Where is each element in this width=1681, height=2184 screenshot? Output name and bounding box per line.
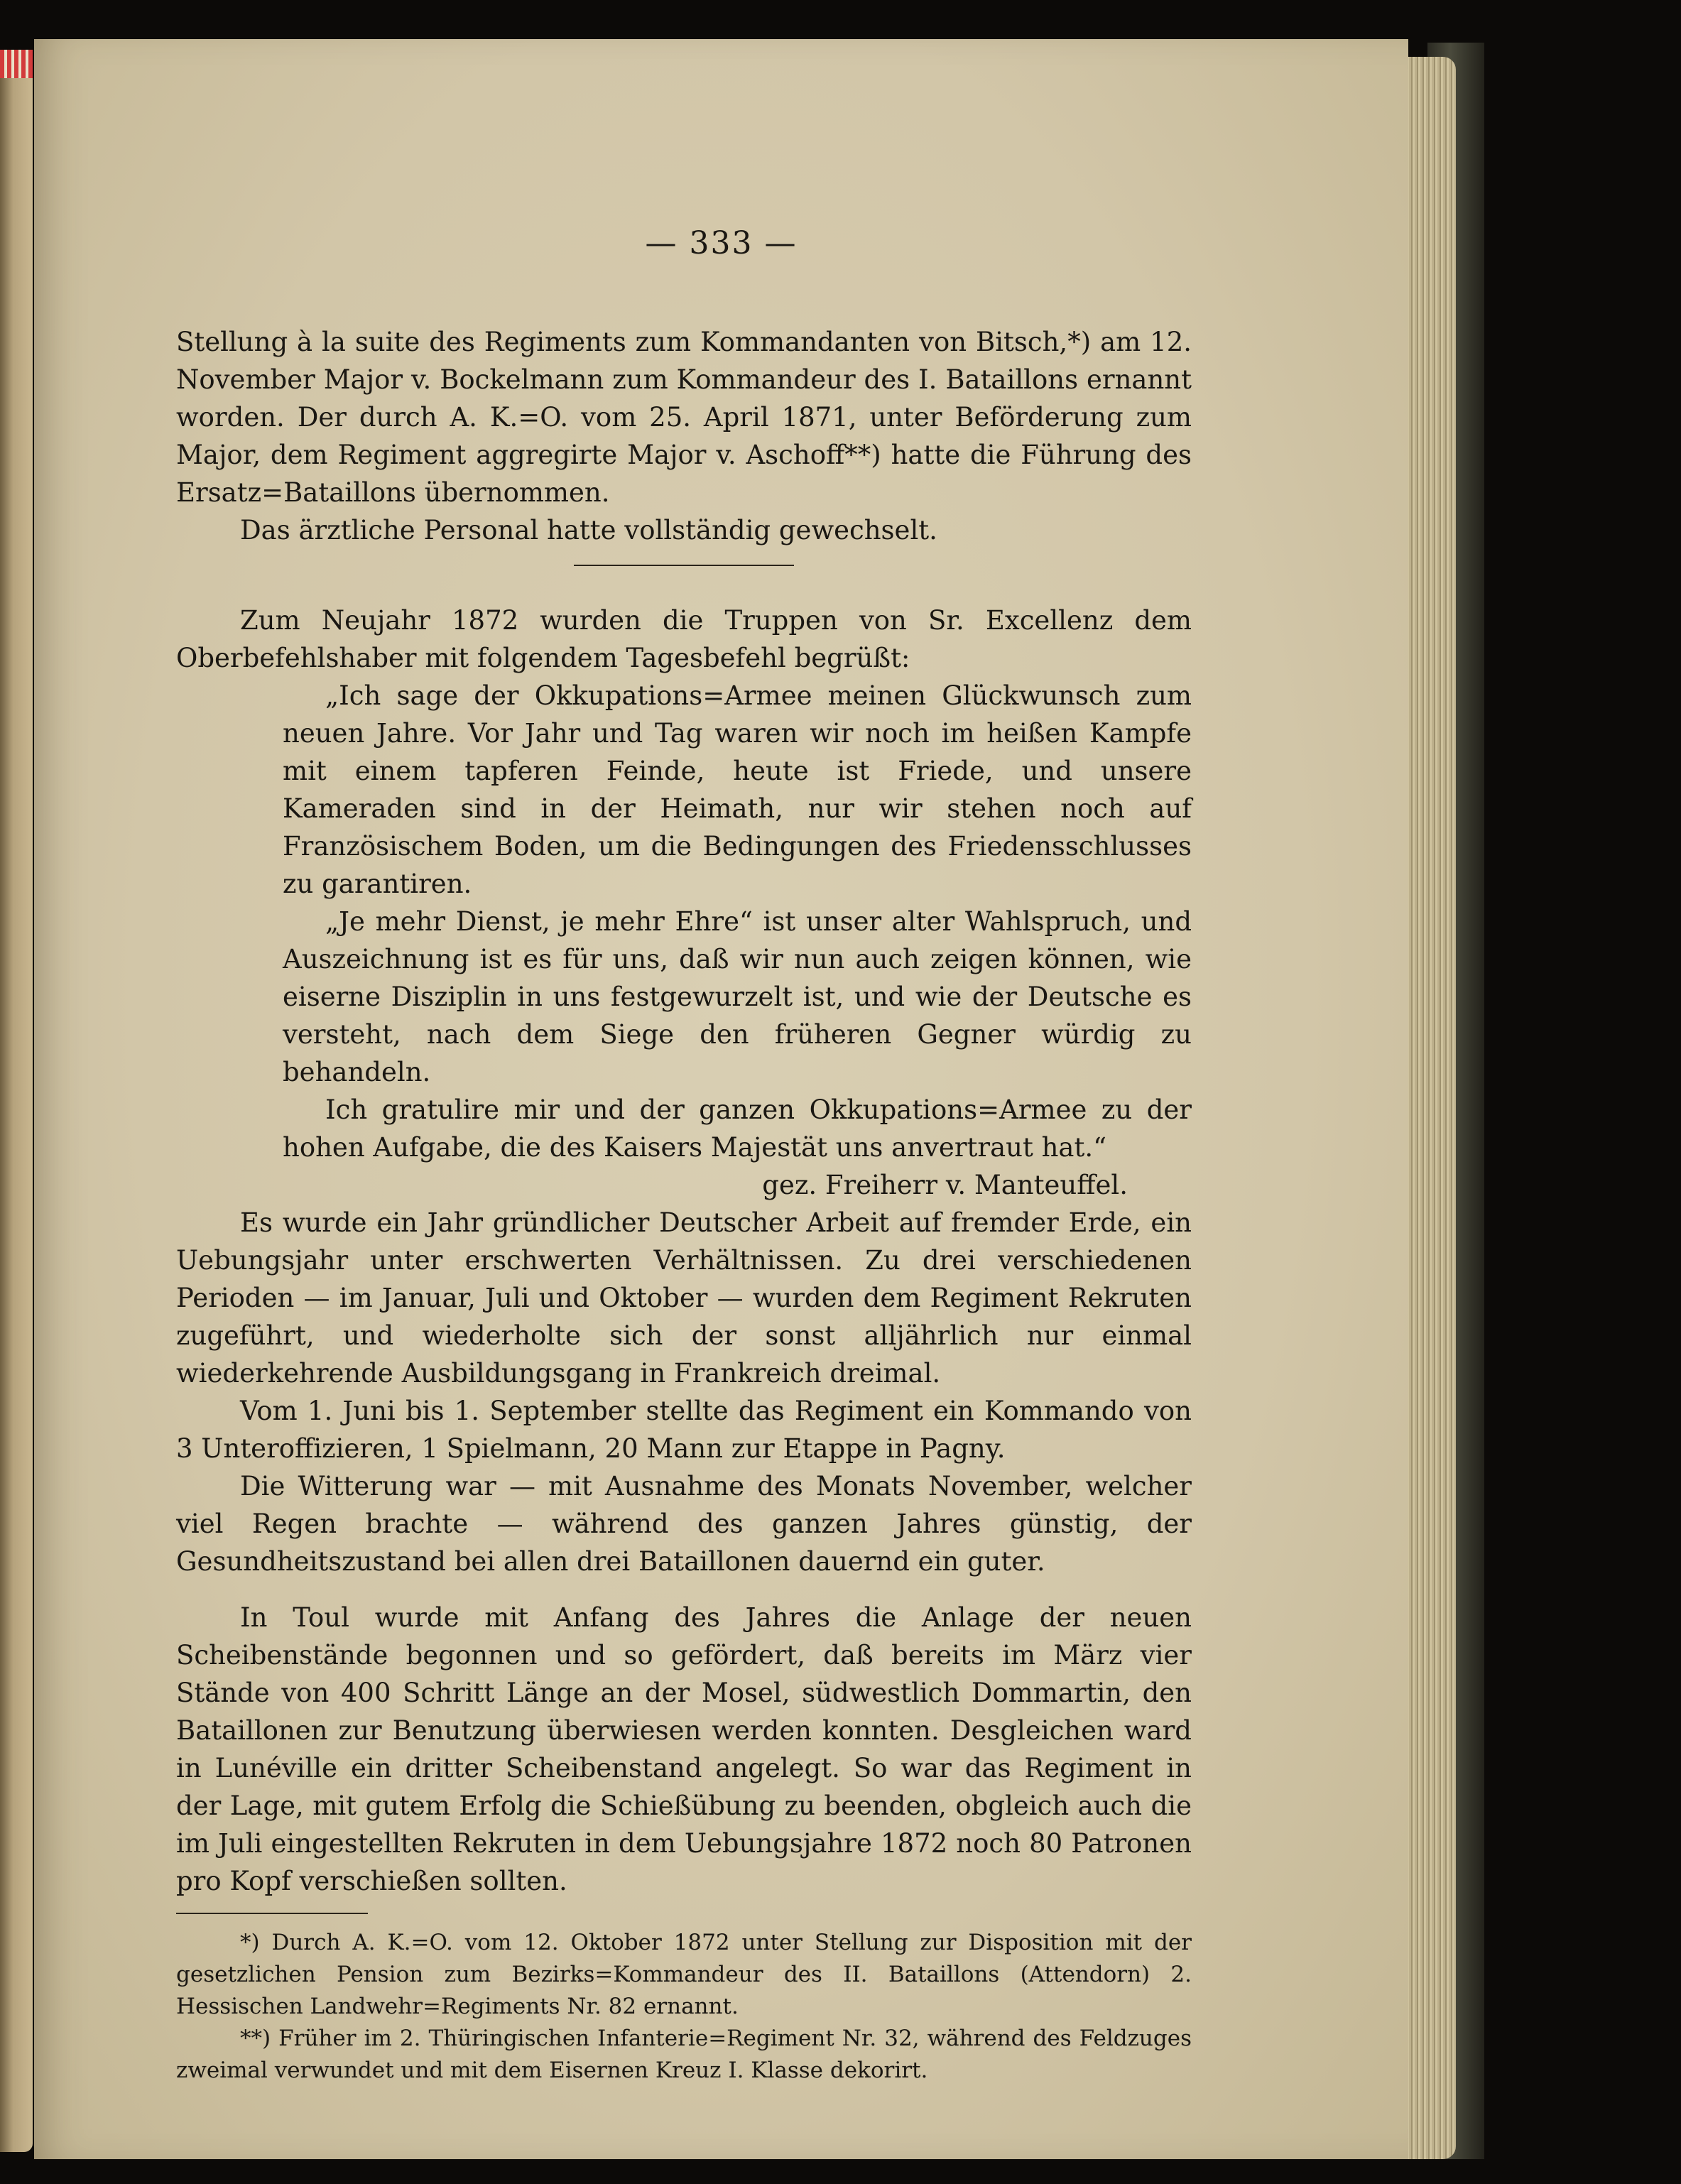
paragraph: Stellung à la suite des Regiments zum Kommandanten von Bitsch,*) am 12. November Major v. Bockelmann zum Kommandeur des I. Bataillons ernannt worden. Der durch A. K.=O. vom 25. April 1871, unter Beförderung zum Major, dem Regiment aggregirte Major v. Aschoff**) hatte die Führung des Ersatz=Bataillons übernommen.: [176, 327, 1192, 508]
paragraph: Das ärztliche Personal hatte vollständig gewechselt.: [240, 515, 937, 545]
footnote: **) Früher im 2. Thüringischen Infanterie=Regiment Nr. 32, während des Feldzuges zweimal verwundet und mit dem Eisernen Kreuz I. Klasse dekorirt.: [176, 2026, 1192, 2083]
left-page-edge: [0, 50, 33, 2152]
paragraph: Es wurde ein Jahr gründlicher Deutscher Arbeit auf fremder Erde, ein Uebungsjahr unter erschwerten Verhältnissen. Zu drei verschiedenen Perioden — im Januar, Juli und Oktober — wurden dem Regiment Rekruten zugeführt, und wiederholte sich der sonst alljährlich nur einmal wiederkehrende Ausbildungsgang in Frankreich dreimal.: [176, 1207, 1192, 1389]
page-body: [176, 323, 1192, 2087]
quote-paragraph: Ich gratulire mir und der ganzen Okkupations=Armee zu der hohen Aufgabe, die des Kaisers Majestät uns anvertraut hat.“: [283, 1094, 1192, 1163]
footnote-rule: [176, 1913, 368, 1914]
footnote: *) Durch A. K.=O. vom 12. Oktober 1872 unter Stellung zur Disposition mit der gesetzlichen Pension zum Bezirks=Kommandeur des II. Bataillons (Attendorn) 2. Hessischen Landwehr=Regiments Nr. 82 ernannt.: [176, 1930, 1192, 2019]
paragraph: In Toul wurde mit Anfang des Jahres die Anlage der neuen Scheibenstände begonnen und so gefördert, daß bereits im März vier Stände von 400 Schritt Länge an der Mosel, südwestlich Dommartin, den Bataillonen zur Benutzung überwiesen werden konnten. Desgleichen ward in Lunéville ein dritter Scheibenstand angelegt. So war das Regiment in der Lage, mit gutem Erfolg die Schießübung zu beenden, obgleich auch die im Juli eingestellten Rekruten in dem Uebungsjahre 1872 noch 80 Patronen pro Kopf verschießen sollten.: [176, 1602, 1192, 1896]
paragraph: Vom 1. Juni bis 1. September stellte das Regiment ein Kommando von 3 Unteroffizieren, 1 Spielmann, 20 Mann zur Etappe in Pagny.: [176, 1396, 1192, 1464]
book-page: [34, 39, 1408, 2159]
signature: gez. Freiherr v. Manteuffel.: [762, 1170, 1128, 1200]
paragraph: Die Witterung war — mit Ausnahme des Monats November, welcher viel Regen brachte — während des ganzen Jahres günstig, der Gesundheitszustand bei allen drei Bataillonen dauernd ein guter.: [176, 1471, 1192, 1577]
quote-paragraph: „Je mehr Dienst, je mehr Ehre“ ist unser alter Wahlspruch, und Auszeichnung ist es für uns, daß wir nun auch zeigen können, wie eiserne Disziplin in uns festgewurzelt ist, und wie der Deutsche es versteht, nach dem Siege den früheren Gegner würdig zu behandeln.: [283, 906, 1192, 1087]
book-ribbon: [0, 50, 33, 78]
page-number: — 333 —: [645, 225, 798, 261]
section-divider: [574, 565, 794, 566]
intro-paragraph: Zum Neujahr 1872 wurden die Truppen von Sr. Excellenz dem Oberbefehlshaber mit folgendem Tagesbefehl begrüßt:: [176, 605, 1192, 673]
order-of-the-day-quote: [283, 677, 1192, 1166]
quote-paragraph: „Ich sage der Okkupations=Armee meinen Glückwunsch zum neuen Jahre. Vor Jahr und Tag waren wir noch im heißen Kampfe mit einem tapferen Feinde, heute ist Friede, und unsere Kameraden sind in der Heimath, nur wir stehen noch auf Französischem Boden, um die Bedingungen des Friedensschlusses zu garantiren.: [283, 680, 1192, 899]
footnotes: [176, 1927, 1192, 2087]
